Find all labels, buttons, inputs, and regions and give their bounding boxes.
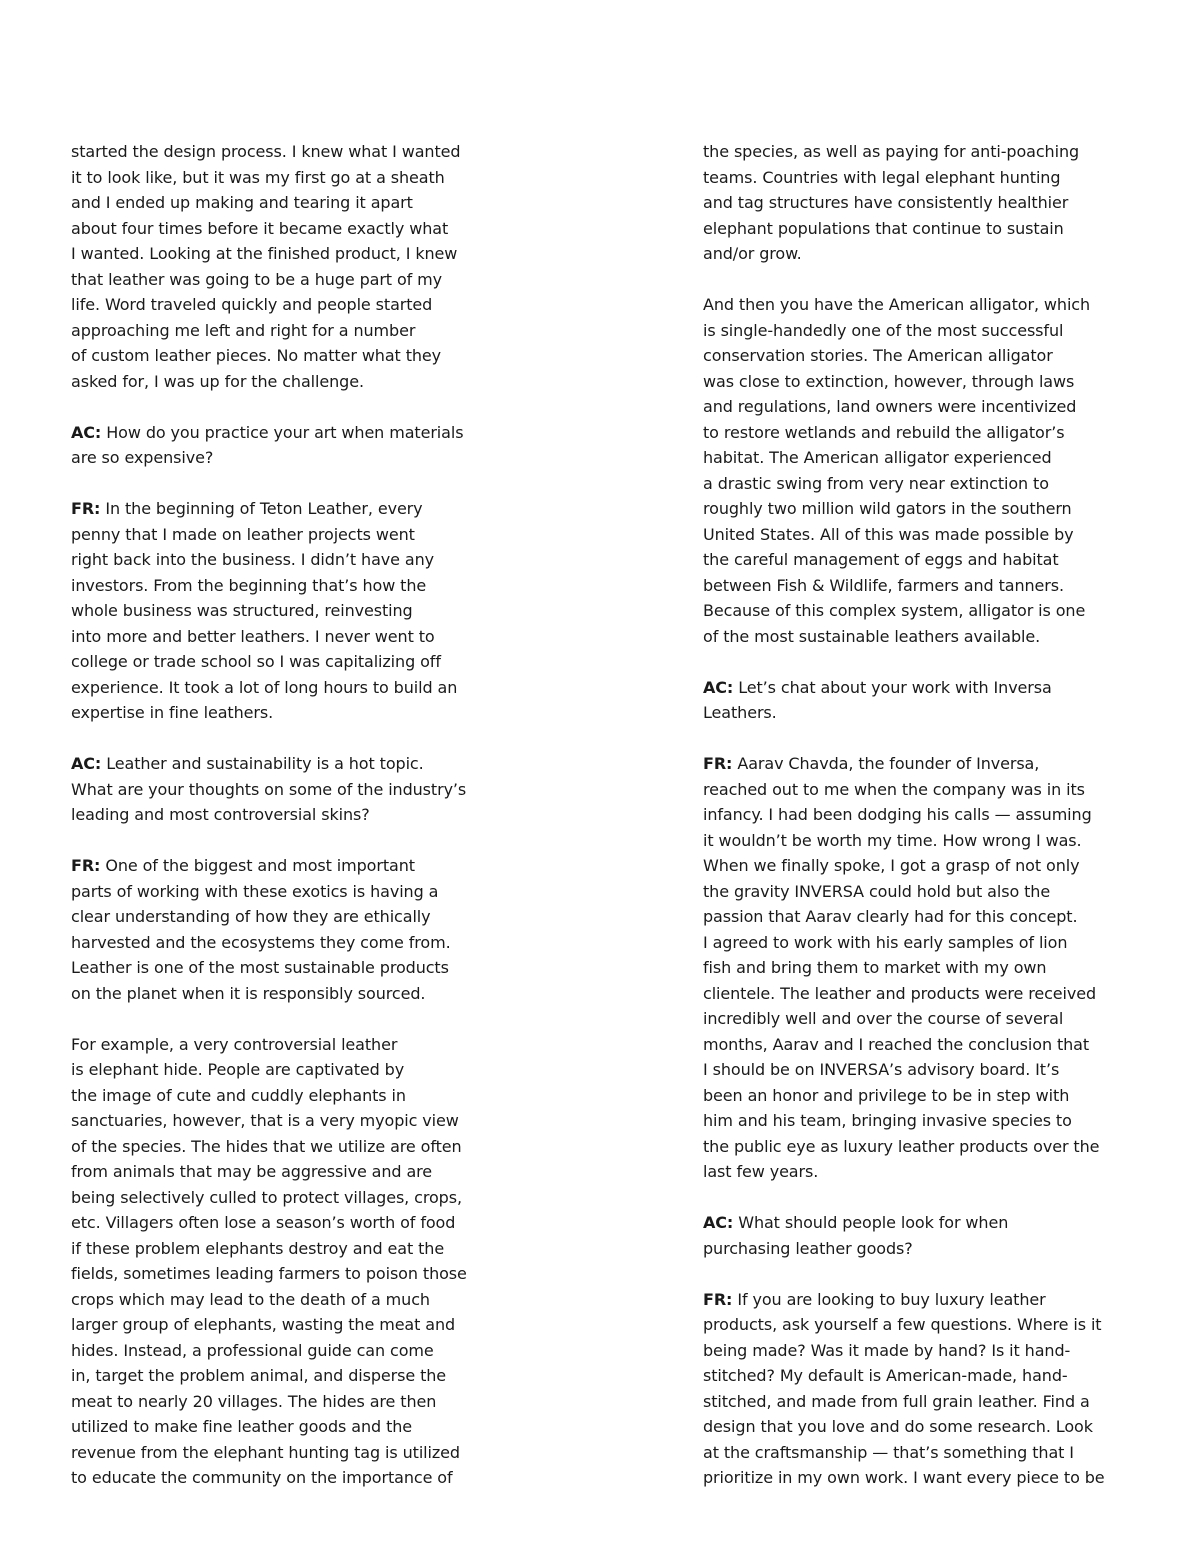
- line-text: last few years.: [703, 1162, 819, 1181]
- line-text: harvested and the ecosystems they come from.: [71, 932, 451, 952]
- line-text: One of the biggest and most important: [100, 856, 415, 875]
- line-text: I wanted. Looking at the finished product, I knew: [71, 244, 458, 263]
- line-text: the careful management of eggs and habitat: [703, 550, 1059, 569]
- line-text: of the most sustainable leathers available.: [703, 626, 1041, 646]
- line-text: the image of cute and cuddly elephants in: [71, 1085, 406, 1105]
- text-line: [703, 1006, 1118, 1032]
- line-text: sanctuaries, however, that is a very myopic view: [71, 1111, 459, 1130]
- text-line: [71, 1465, 481, 1491]
- text-line: [703, 853, 1118, 879]
- line-text: the gravity INVERSA could hold but also the: [703, 881, 1051, 901]
- text-line: [703, 1287, 1118, 1313]
- paragraph: [71, 139, 481, 394]
- line-text: larger group of elephants, wasting the meat and: [71, 1315, 456, 1334]
- paragraph-gap: [703, 1185, 1118, 1211]
- text-line: [71, 190, 481, 216]
- text-line: [71, 777, 481, 803]
- line-text: investors. From the beginning that’s how the: [71, 575, 427, 595]
- text-line: [71, 1159, 481, 1185]
- text-line: [703, 165, 1118, 191]
- text-line: [703, 573, 1118, 599]
- line-text: on the planet when it is responsibly sourced.: [71, 983, 426, 1003]
- text-line: [71, 343, 481, 369]
- text-line: [703, 1083, 1118, 1109]
- paragraph-gap: [71, 394, 481, 420]
- text-line: [703, 1312, 1118, 1338]
- text-line: [71, 1312, 481, 1338]
- line-text: is elephant hide. People are captivated by: [71, 1060, 405, 1079]
- text-line: [703, 139, 1118, 165]
- text-line: [71, 1032, 481, 1058]
- text-line: [703, 802, 1118, 828]
- text-line: [703, 445, 1118, 471]
- text-line: [71, 292, 481, 318]
- text-line: [71, 369, 481, 395]
- line-text: in, target the problem animal, and disperse the: [71, 1366, 447, 1385]
- text-line: [703, 624, 1118, 650]
- line-text: purchasing leather goods?: [703, 1238, 913, 1258]
- text-line: [71, 1210, 481, 1236]
- paragraph-gap: [71, 726, 481, 752]
- paragraph-gap: [703, 726, 1118, 752]
- paragraph-gap: [703, 267, 1118, 293]
- line-text: etc. Villagers often lose a season’s worth of food: [71, 1213, 456, 1232]
- text-line: [703, 1440, 1118, 1466]
- text-line: [71, 802, 481, 828]
- line-text: being selectively culled to protect villages, crops,: [71, 1187, 462, 1207]
- speaker-label: AC:: [703, 677, 734, 697]
- line-text: When we finally spoke, I got a grasp of not only: [703, 856, 1080, 875]
- text-line: [703, 700, 1118, 726]
- line-text: of custom leather pieces. No matter what they: [71, 346, 442, 365]
- text-line: [71, 573, 481, 599]
- line-text: Leather and sustainability is a hot topic.: [101, 754, 424, 773]
- line-text: asked for, I was up for the challenge.: [71, 371, 364, 391]
- text-line: [703, 1108, 1118, 1134]
- text-line: [71, 981, 481, 1007]
- line-text: revenue from the elephant hunting tag is utilized: [71, 1442, 460, 1462]
- text-line: [71, 1108, 481, 1134]
- left-column: [71, 139, 481, 1491]
- line-text: reached out to me when the company was in its: [703, 779, 1085, 799]
- text-line: [71, 1236, 481, 1262]
- line-text: design that you love and do some research. Look: [703, 1417, 1093, 1436]
- text-line: [703, 471, 1118, 497]
- line-text: clientele. The leather and products were received: [703, 983, 1097, 1003]
- text-line: [71, 1057, 481, 1083]
- line-text: the species, as well as paying for anti-poaching: [703, 142, 1080, 161]
- line-text: penny that I made on leather projects went: [71, 524, 415, 544]
- text-line: [71, 241, 481, 267]
- text-line: [71, 675, 481, 701]
- interview-turn: [71, 496, 481, 726]
- speaker-label: FR:: [71, 499, 101, 518]
- line-text: Leather is one of the most sustainable products: [71, 958, 449, 977]
- interview-turn: [703, 1287, 1118, 1491]
- line-text: at the craftsmanship — that’s something that I: [703, 1442, 1074, 1462]
- text-line: [703, 777, 1118, 803]
- line-text: How do you practice your art when materials: [101, 422, 464, 442]
- line-text: expertise in fine leathers.: [71, 703, 274, 722]
- line-text: it wouldn’t be worth my time. How wrong I was.: [703, 830, 1082, 850]
- text-line: [71, 1440, 481, 1466]
- text-line: [71, 700, 481, 726]
- text-line: [71, 522, 481, 548]
- interview-turn: [703, 675, 1118, 726]
- text-line: [703, 292, 1118, 318]
- text-line: [71, 1287, 481, 1313]
- interview-turn: [71, 420, 481, 471]
- line-text: clear understanding of how they are ethically: [71, 907, 431, 926]
- line-text: For example, a very controversial leather: [71, 1034, 398, 1054]
- line-text: fish and bring them to market with my own: [703, 958, 1047, 977]
- text-line: [71, 216, 481, 242]
- line-text: utilized to make fine leather goods and the: [71, 1417, 413, 1436]
- line-text: approaching me left and right for a number: [71, 320, 416, 340]
- line-text: United States. All of this was made possible by: [703, 524, 1074, 544]
- interview-turn: [71, 853, 481, 1006]
- line-text: if these problem elephants destroy and eat the: [71, 1238, 445, 1258]
- line-text: Aarav Chavda, the founder of Inversa,: [732, 754, 1040, 773]
- speaker-label: AC:: [703, 1213, 734, 1232]
- line-text: was close to extinction, however, through laws: [703, 371, 1075, 391]
- line-text: about four times before it became exactly what: [71, 218, 449, 238]
- text-line: [71, 1363, 481, 1389]
- line-text: it to look like, but it was my first go at a sheath: [71, 167, 445, 187]
- speaker-label: FR:: [703, 1289, 733, 1309]
- line-text: right back into the business. I didn’t have any: [71, 550, 434, 569]
- text-line: [703, 1363, 1118, 1389]
- line-text: products, ask yourself a few questions. Where is it: [703, 1315, 1102, 1334]
- text-line: [703, 318, 1118, 344]
- line-text: the public eye as luxury leather products over the: [703, 1136, 1100, 1156]
- text-line: [71, 751, 481, 777]
- text-line: [703, 1134, 1118, 1160]
- text-line: [71, 1185, 481, 1211]
- paragraph: [703, 139, 1118, 267]
- line-text: Leathers.: [703, 703, 777, 722]
- text-line: [703, 1414, 1118, 1440]
- text-line: [703, 828, 1118, 854]
- line-text: months, Aarav and I reached the conclusion that: [703, 1034, 1090, 1054]
- line-text: Because of this complex system, alligator is one: [703, 601, 1086, 620]
- line-text: hides. Instead, a professional guide can come: [71, 1340, 434, 1360]
- text-line: [703, 1465, 1118, 1491]
- line-text: If you are looking to buy luxury leather: [732, 1289, 1046, 1309]
- text-line: [71, 420, 481, 446]
- text-line: [703, 1032, 1118, 1058]
- line-text: Let’s chat about your work with Inversa: [733, 677, 1052, 697]
- paragraph-gap: [71, 1006, 481, 1032]
- line-text: parts of working with these exotics is having a: [71, 881, 439, 901]
- text-line: [71, 139, 481, 165]
- speaker-label: FR:: [703, 754, 733, 773]
- text-line: [71, 445, 481, 471]
- text-line: [703, 1159, 1118, 1185]
- text-line: [703, 420, 1118, 446]
- line-text: incredibly well and over the course of several: [703, 1009, 1064, 1028]
- text-line: [71, 547, 481, 573]
- line-text: been an honor and privilege to be in step with: [703, 1085, 1070, 1105]
- line-text: And then you have the American alligator, which: [703, 295, 1091, 314]
- line-text: infancy. I had been dodging his calls — assuming: [703, 805, 1092, 824]
- line-text: In the beginning of Teton Leather, every: [100, 499, 423, 518]
- line-text: of the species. The hides that we utilize are often: [71, 1136, 462, 1156]
- text-line: [703, 1210, 1118, 1236]
- line-text: whole business was structured, reinvesting: [71, 601, 413, 620]
- line-text: a drastic swing from very near extinction to: [703, 473, 1049, 493]
- text-line: [71, 598, 481, 624]
- text-line: [71, 267, 481, 293]
- line-text: fields, sometimes leading farmers to poison those: [71, 1264, 467, 1283]
- line-text: leading and most controversial skins?: [71, 805, 370, 824]
- text-line: [71, 879, 481, 905]
- text-line: [703, 369, 1118, 395]
- text-line: [703, 241, 1118, 267]
- text-line: [703, 394, 1118, 420]
- line-text: and regulations, land owners were incentivized: [703, 397, 1077, 416]
- line-text: and I ended up making and tearing it apart: [71, 193, 413, 212]
- line-text: meat to nearly 20 villages. The hides are then: [71, 1391, 437, 1411]
- paragraph-gap: [703, 649, 1118, 675]
- line-text: crops which may lead to the death of a much: [71, 1289, 430, 1309]
- text-line: [703, 1057, 1118, 1083]
- line-text: between Fish & Wildlife, farmers and tanners.: [703, 575, 1064, 595]
- text-line: [703, 598, 1118, 624]
- line-text: stitched, and made from full grain leather. Find a: [703, 1391, 1090, 1411]
- text-line: [703, 1389, 1118, 1415]
- text-line: [71, 624, 481, 650]
- text-line: [703, 930, 1118, 956]
- right-column: [703, 139, 1118, 1491]
- text-line: [703, 904, 1118, 930]
- text-line: [703, 216, 1118, 242]
- text-line: [71, 955, 481, 981]
- text-line: [71, 1261, 481, 1287]
- line-text: and tag structures have consistently healthier: [703, 193, 1069, 212]
- line-text: prioritize in my own work. I want every piece to be: [703, 1468, 1105, 1487]
- line-text: that leather was going to be a huge part of my: [71, 269, 443, 289]
- line-text: roughly two million wild gators in the southern: [703, 499, 1072, 518]
- text-line: [703, 496, 1118, 522]
- line-text: I agreed to work with his early samples of lion: [703, 932, 1068, 952]
- text-line: [703, 955, 1118, 981]
- text-line: [71, 496, 481, 522]
- line-text: to educate the community on the importance of: [71, 1468, 453, 1487]
- line-text: and/or grow.: [703, 244, 802, 263]
- text-line: [71, 1338, 481, 1364]
- interview-turn: [71, 751, 481, 828]
- paragraph-gap: [703, 1261, 1118, 1287]
- line-text: to restore wetlands and rebuild the alligator’s: [703, 422, 1065, 442]
- text-line: [71, 1134, 481, 1160]
- text-line: [71, 904, 481, 930]
- line-text: I should be on INVERSA’s advisory board. It’s: [703, 1060, 1060, 1079]
- text-line: [703, 190, 1118, 216]
- text-line: [71, 853, 481, 879]
- paragraph: [703, 292, 1118, 649]
- line-text: is single-handedly one of the most successful: [703, 320, 1064, 340]
- text-line: [703, 879, 1118, 905]
- speaker-label: FR:: [71, 856, 101, 875]
- text-line: [703, 522, 1118, 548]
- text-line: [71, 930, 481, 956]
- text-line: [71, 649, 481, 675]
- line-text: What should people look for when: [733, 1213, 1009, 1232]
- text-line: [71, 1389, 481, 1415]
- line-text: passion that Aarav clearly had for this concept.: [703, 907, 1078, 926]
- line-text: him and his team, bringing invasive species to: [703, 1111, 1072, 1130]
- text-line: [71, 1083, 481, 1109]
- text-line: [703, 675, 1118, 701]
- line-text: from animals that may be aggressive and are: [71, 1162, 433, 1181]
- speaker-label: AC:: [71, 422, 102, 442]
- interview-turn: [703, 751, 1118, 1185]
- text-line: [71, 165, 481, 191]
- line-text: college or trade school so I was capitalizing off: [71, 652, 441, 671]
- line-text: into more and better leathers. I never went to: [71, 626, 435, 646]
- text-line: [703, 547, 1118, 573]
- paragraph-gap: [71, 471, 481, 497]
- interview-turn: [703, 1210, 1118, 1261]
- line-text: habitat. The American alligator experienced: [703, 448, 1052, 467]
- line-text: started the design process. I knew what I wanted: [71, 142, 461, 161]
- text-line: [703, 1338, 1118, 1364]
- line-text: elephant populations that continue to sustain: [703, 218, 1064, 238]
- line-text: being made? Was it made by hand? Is it hand-: [703, 1340, 1071, 1360]
- paragraph-gap: [71, 828, 481, 854]
- paragraph: [71, 1032, 481, 1491]
- line-text: stitched? My default is American-made, hand-: [703, 1366, 1068, 1385]
- text-line: [703, 751, 1118, 777]
- line-text: What are your thoughts on some of the industry’s: [71, 779, 467, 799]
- line-text: conservation stories. The American alligator: [703, 346, 1053, 365]
- text-line: [71, 318, 481, 344]
- text-line: [703, 343, 1118, 369]
- line-text: are so expensive?: [71, 448, 214, 467]
- text-line: [703, 981, 1118, 1007]
- speaker-label: AC:: [71, 754, 102, 773]
- line-text: experience. It took a lot of long hours to build an: [71, 677, 458, 697]
- text-line: [703, 1236, 1118, 1262]
- line-text: teams. Countries with legal elephant hunting: [703, 167, 1061, 187]
- line-text: life. Word traveled quickly and people started: [71, 295, 433, 314]
- text-line: [71, 1414, 481, 1440]
